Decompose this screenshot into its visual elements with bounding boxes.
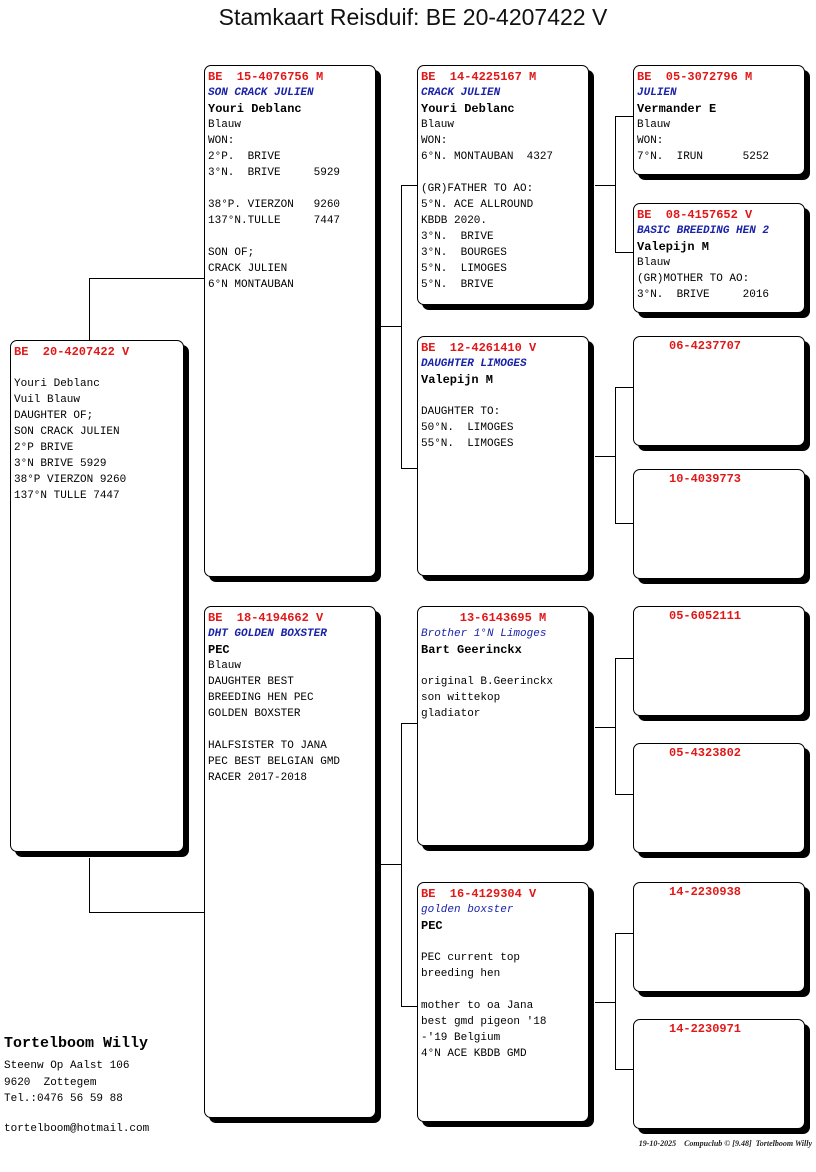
- info-line: mother to oa Jana: [421, 1000, 534, 1012]
- info-line: Blauw: [637, 257, 671, 269]
- connector-line: [615, 658, 633, 659]
- info-line: WON:: [208, 135, 235, 147]
- owner-name: Valepijn M: [421, 373, 494, 387]
- info-line: 2°P. BRIVE: [208, 151, 281, 163]
- info-line: 50°N. LIMOGES: [421, 422, 514, 434]
- info-line: 38°P. VIERZON 9260: [208, 199, 341, 211]
- great-grandparent-card[interactable]: [633, 469, 805, 579]
- info-line: 2°P BRIVE: [14, 442, 74, 454]
- info-line: 55°N. LIMOGES: [421, 438, 514, 450]
- info-line: -'19 Belgium: [421, 1032, 501, 1044]
- connector-line: [401, 185, 402, 469]
- connector-line: [401, 185, 417, 186]
- info-line: 6°N. MONTAUBAN 4327: [421, 151, 554, 163]
- connector-line: [615, 387, 633, 388]
- info-line: 5°N. BRIVE: [421, 279, 494, 291]
- maternal-grandmother-card[interactable]: [417, 882, 589, 1122]
- paternal-grandfather-card[interactable]: [417, 65, 589, 305]
- pigeon-name: JULIEN: [637, 87, 677, 99]
- owner-name: Valepijn M: [637, 240, 710, 254]
- info-line: (GR)FATHER TO AO:: [421, 183, 534, 195]
- connector-line: [615, 794, 633, 795]
- ring-number: 13-6143695 M: [459, 611, 547, 625]
- info-line: Youri Deblanc: [14, 378, 100, 390]
- pigeon-name: CRACK JULIEN: [421, 87, 501, 99]
- info-line: 3°N. BRIVE 2016: [637, 289, 770, 301]
- info-line: 5°N. ACE ALLROUND: [421, 199, 534, 211]
- info-line: Blauw: [421, 119, 455, 131]
- info-line: son wittekop: [421, 692, 501, 704]
- info-line: best gmd pigeon '18: [421, 1016, 547, 1028]
- owner-name: PEC: [208, 643, 230, 657]
- breeder-email[interactable]: tortelboom@hotmail.com: [4, 1122, 150, 1135]
- connector-line: [401, 723, 417, 724]
- owner-name: Vermander E: [637, 102, 717, 116]
- pigeon-name: DHT GOLDEN BOXSTER: [208, 628, 327, 640]
- subject-pigeon-card[interactable]: [10, 340, 184, 852]
- info-line: 7°N. IRUN 5252: [637, 151, 770, 163]
- info-line: 3°N BRIVE 5929: [14, 458, 107, 470]
- pigeon-name: SON CRACK JULIEN: [208, 87, 314, 99]
- info-line: SON CRACK JULIEN: [14, 426, 120, 438]
- great-grandparent-card[interactable]: [633, 1019, 805, 1129]
- connector-line: [615, 523, 633, 524]
- connector-line: [615, 658, 616, 795]
- info-line: KBDB 2020.: [421, 215, 488, 227]
- info-line: GOLDEN BOXSTER: [208, 708, 301, 720]
- great-grandparent-card[interactable]: [633, 65, 805, 175]
- great-grandparent-card[interactable]: [633, 882, 805, 992]
- great-grandparent-card[interactable]: [633, 203, 805, 313]
- connector-line: [595, 185, 616, 186]
- info-line: 137°N TULLE 7447: [14, 490, 120, 502]
- info-line: 6°N MONTAUBAN: [208, 279, 294, 291]
- ring-number: BE 12-4261410 V: [421, 341, 537, 355]
- info-line: RACER 2017-2018: [208, 772, 308, 784]
- info-line: 3°N. BOURGES: [421, 247, 507, 259]
- info-line: 3°N. BRIVE: [421, 231, 494, 243]
- owner-name: Youri Deblanc: [208, 102, 302, 116]
- ring-number: BE 18-4194662 V: [208, 611, 324, 625]
- connector-line: [89, 278, 90, 340]
- mother-card[interactable]: [204, 606, 376, 1118]
- info-line: PEC BEST BELGIAN GMD: [208, 756, 341, 768]
- connector-line: [595, 1002, 616, 1003]
- pigeon-name: BASIC BREEDING HEN 2: [637, 225, 770, 237]
- info-line: (GR)MOTHER TO AO:: [637, 273, 750, 285]
- info-line: breeding hen: [421, 968, 501, 980]
- pigeon-name: Brother 1°N Limoges: [421, 628, 547, 640]
- info-line: 4°N ACE KBDB GMD: [421, 1048, 527, 1060]
- connector-line: [615, 116, 633, 117]
- great-grandparent-card[interactable]: [633, 606, 805, 716]
- info-line: DAUGHTER TO:: [421, 406, 501, 418]
- info-line: DAUGHTER OF;: [14, 410, 94, 422]
- great-grandparent-card[interactable]: [633, 336, 805, 446]
- ring-number: 05-6052111: [669, 609, 742, 623]
- connector-line: [595, 727, 616, 728]
- info-line: Blauw: [208, 119, 242, 131]
- info-line: SON OF;: [208, 247, 255, 259]
- info-line: WON:: [421, 135, 448, 147]
- info-line: DAUGHTER BEST: [208, 676, 294, 688]
- connector-line: [615, 933, 616, 1070]
- footer-credit: 19-10-2025 Compuclub © [9.48] Tortelboom Willy: [638, 1139, 812, 1148]
- ring-number: BE 16-4129304 V: [421, 887, 537, 901]
- connector-line: [401, 1006, 417, 1007]
- info-line: Vuil Blauw: [14, 394, 81, 406]
- great-grandparent-card[interactable]: [633, 743, 805, 853]
- connector-line: [381, 326, 402, 327]
- info-line: 137°N.TULLE 7447: [208, 215, 341, 227]
- breeder-phone: Tel.:0476 56 59 88: [4, 1093, 123, 1105]
- info-line: Blauw: [637, 119, 671, 131]
- connector-line: [615, 116, 616, 253]
- breeder-city: 9620 Zottegem: [4, 1076, 97, 1089]
- connector-line: [615, 933, 633, 934]
- connector-line: [89, 858, 90, 912]
- ring-number: BE 05-3072796 M: [637, 70, 753, 84]
- ring-number: BE 15-4076756 M: [208, 70, 324, 84]
- maternal-grandfather-card[interactable]: [417, 606, 589, 846]
- ring-number: 05-4323802: [669, 746, 742, 760]
- ring-number: BE 08-4157652 V: [637, 208, 753, 222]
- connector-line: [89, 278, 204, 279]
- connector-line: [89, 912, 204, 913]
- paternal-grandmother-card[interactable]: [417, 336, 589, 576]
- connector-line: [615, 387, 616, 524]
- breeder-info: [4, 1034, 149, 1135]
- ring-number: BE 14-4225167 M: [421, 70, 537, 84]
- father-card[interactable]: [204, 65, 376, 577]
- connector-line: [381, 864, 402, 865]
- connector-line: [615, 252, 633, 253]
- info-line: PEC current top: [421, 952, 521, 964]
- info-line: Blauw: [208, 660, 242, 672]
- ring-number: 10-4039773: [669, 472, 742, 486]
- ring-number: 14-2230938: [669, 885, 742, 899]
- page-title: Stamkaart Reisduif: BE 20-4207422 V: [218, 4, 608, 30]
- info-line: CRACK JULIEN: [208, 263, 288, 275]
- info-line: WON:: [637, 135, 664, 147]
- info-line: 38°P VIERZON 9260: [14, 474, 127, 486]
- info-line: gladiator: [421, 708, 481, 720]
- breeder-street: Steenw Op Aalst 106: [4, 1060, 130, 1072]
- connector-line: [615, 1069, 633, 1070]
- pigeon-name: golden boxster: [421, 904, 514, 916]
- ring-number: 14-2230971: [669, 1022, 742, 1036]
- info-line: 3°N. BRIVE 5929: [208, 167, 341, 179]
- info-line: BREEDING HEN PEC: [208, 692, 314, 704]
- info-line: original B.Geerinckx: [421, 676, 554, 688]
- owner-name: Bart Geerinckx: [421, 643, 522, 657]
- ring-number: BE 20-4207422 V: [14, 345, 130, 359]
- breeder-name: Tortelboom Willy: [4, 1035, 149, 1052]
- owner-name: Youri Deblanc: [421, 102, 515, 116]
- connector-line: [401, 723, 402, 1007]
- ring-number: 06-4237707: [669, 339, 742, 353]
- connector-line: [595, 456, 616, 457]
- connector-line: [401, 468, 417, 469]
- info-line: HALFSISTER TO JANA: [208, 740, 327, 752]
- info-line: 5°N. LIMOGES: [421, 263, 507, 275]
- pigeon-name: DAUGHTER LIMOGES: [421, 358, 527, 370]
- owner-name: PEC: [421, 919, 443, 933]
